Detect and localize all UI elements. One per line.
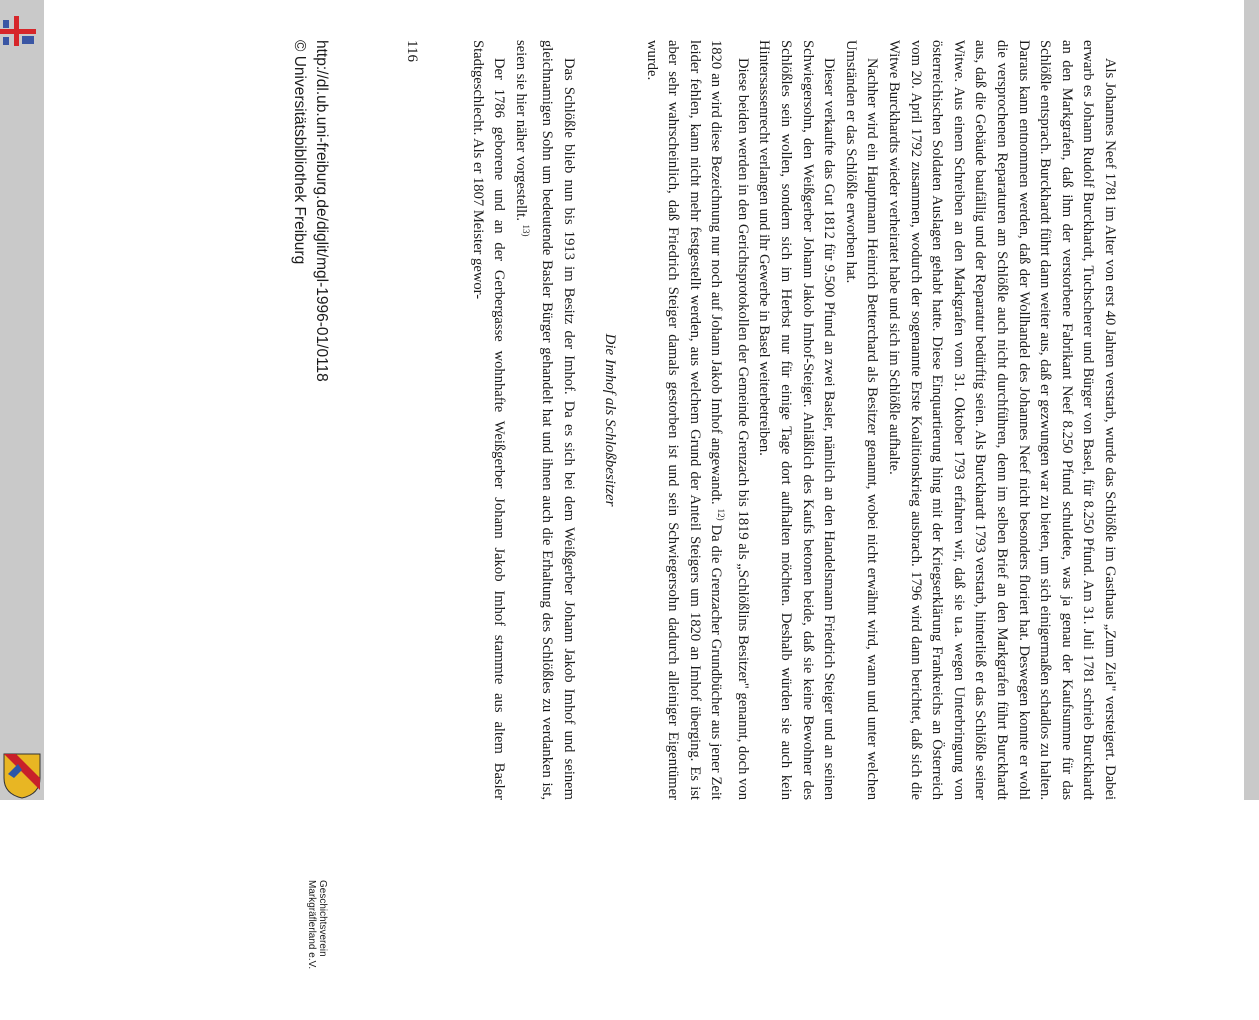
paragraph-4b-text: Da die Grenzacher Grundbücher aus jener Zeit leider fehlen, kann nicht mehr festgestellt werden, aus welchem Grund der Anteil Steigers um 1820 an Imhof überging. Es ist aber sehr wahrscheinlich, daß Friedrich Steiger damals gestorben ist und sein Schwiegersohn dadurch alleiniger Eigentümer wurde. xyxy=(643,40,725,800)
footnote-12: 12) xyxy=(716,508,727,521)
rotated-page xyxy=(130,40,1120,970)
right-margin-strip xyxy=(1244,0,1259,800)
page-number: 116 xyxy=(404,40,420,62)
paragraph-5 xyxy=(509,40,579,800)
paragraph-5-text: Das Schlößle blieb nun bis 1913 im Besitz der Imhof. Da es sich bei dem Weißgerber Johann Jakob Imhof und seinem gleichnamigen Sohn um bedeutende Basler Bürger gehandelt hat und ihnen auch die Erhaltung des Schlößles zu verdanken ist, seien sie hier näher vorgestellt. xyxy=(513,40,578,800)
coat-of-arms-icon xyxy=(0,750,44,800)
library-logo-icon xyxy=(0,16,40,48)
publisher-line-2: Markgräflerland e.V. xyxy=(306,880,317,970)
section-heading: Die Imhof als Schloßbesitzer xyxy=(602,333,619,507)
paragraph-6: Der 1786 geborene und an der Gerbergasse wohnhafte Weißgerber Johann Jakob Imhof stammte aus altem Basler Stadtgeschlecht. Als er 1807 Meister gewor- xyxy=(469,40,508,800)
paragraph-2: Nachher wird ein Hauptmann Heinrich Betterchard als Besitzer genannt, wobei nicht erwähnt wird, wann und unter welchen Umständen er das Schlößle erworben hat. xyxy=(842,40,881,800)
footer-publisher xyxy=(306,880,328,1020)
paragraph-1: Als Johannes Neef 1781 im Alter von erst 40 Jahren verstarb, wurde das Schlößle im Gasthaus „Zum Ziel" versteigert. Dabei erwarb es Johann Rudolf Burckhardt, Tuchscherer und Bürger von Basel, für 8.250 Pfund. Am 31. Juli 1781 schrieb Burckhardt an den Markgrafen, daß ihm der verstorbene Fabrikant Neef 8.250 Pfund schuldete, was ja genau der Kaufsumme für das Schlößle entsprach. Burckhardt führt dann weiter aus, daß er gezwungen war zu bieten, um sich einigermaßen schadlos zu halten. Daraus kann entnommen werden, daß der Wollhandel des Johannes Neef nicht besonders floriert hat. Deswegen konnte er wohl die versprochenen Reparaturen am Schlößle auch nicht durchführen, denn im selben Brief an den Markgrafen führt Burckhardt aus, daß die Gebäude baufällig und der Reparatur bedürftig seien. Als Burckhardt 1793 verstarb, hinterließ er das Schlößle seiner Witwe. Aus einem Schreiben an den Markgrafen vom 31. Oktober 1793 erfahren wir, daß sie u.a. wegen Unterbringung von österreichischen Soldaten Auslagen gehabt hatte. Diese Einquartierung hing mit der Kriegserklärung Frankreichs an Österreich vom 20. April 1792 zusammen, wodurch der sogenannte Erste Koalitionskrieg ausbrach. 1796 wird dann berichtet, daß sich die Witwe Burckhardts wieder verheiratet habe und sich im Schlößle aufhalte. xyxy=(886,40,1118,800)
paragraph-4-text: Diese beiden werden in den Gerichtsprotokollen der Gemeinde Grenzach bis 1819 als „Schlößlins Besitzer" genannt, doch von 1820 an wird diese Bezeichnung nur noch auf Johann Jakob Imhof angewandt. xyxy=(708,40,751,800)
publisher-line-1: Geschichtsverein xyxy=(317,880,328,957)
footnote-13: 13) xyxy=(520,224,531,237)
paragraph-3: Dieser verkaufte das Gut 1812 für 9.500 Pfund an zwei Basler, nämlich an den Handelsmann Friedrich Steiger und an seinen Schwiegersohn, den Weißgerber Johann Jakob Imhof-Steiger. Anläßlich des Kaufs betonen beide, daß sie keine Bewohner des Schlößles sein wollen, sondern sich im Herbst nur für einige Tage dort aufhalten möchten. Deshalb würden sie auch kein Hintersassenrecht verlangen und ihr Gewerbe in Basel weiterbetreiben. xyxy=(756,40,838,800)
paragraph-4 xyxy=(640,40,753,800)
footer-copyright: © Universitätsbibliothek Freiburg xyxy=(291,40,308,265)
footer-url-link[interactable]: http://dl.ub.uni-freiburg.de/diglit/mgl-1996-01/0118 xyxy=(313,40,330,382)
left-margin-strip xyxy=(0,0,44,800)
